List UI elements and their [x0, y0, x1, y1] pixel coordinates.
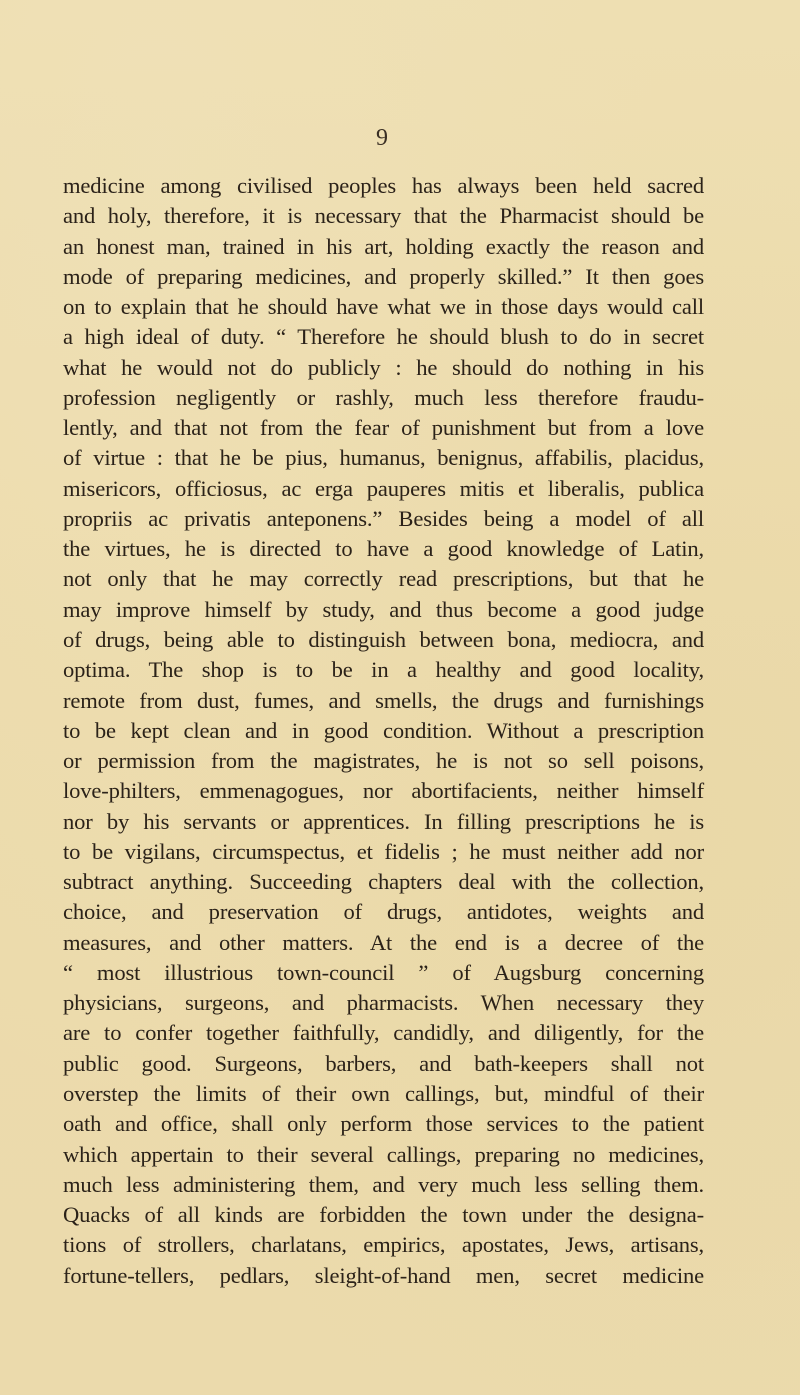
text-line: propriis ac privatis anteponens.” Besides being a model of all	[63, 505, 704, 531]
text-line: much less administering them, and very much less selling them.	[63, 1171, 704, 1197]
text-line: overstep the limits of their own callings, but, mindful of their	[63, 1080, 704, 1106]
text-line: not only that he may correctly read prescriptions, but that he	[63, 566, 704, 592]
text-line: optima. The shop is to be in a healthy and good locality,	[63, 657, 704, 683]
text-line: lently, and that not from the fear of punishment but from a love	[63, 415, 704, 441]
text-line: the virtues, he is directed to have a good knowledge of Latin,	[63, 536, 704, 562]
text-line: physicians, surgeons, and pharmacists. When necessary they	[63, 990, 704, 1016]
text-line: measures, and other matters. At the end is a decree of the	[63, 929, 704, 955]
page-number: 9	[376, 125, 388, 151]
text-line: a high ideal of duty. “ Therefore he should blush to do in secret	[63, 324, 704, 350]
body-paragraph	[63, 171, 704, 1291]
text-line: public good. Surgeons, barbers, and bath-keepers shall not	[63, 1050, 704, 1076]
text-line: nor by his servants or apprentices. In filling prescriptions he is	[63, 808, 704, 834]
text-line: Quacks of all kinds are forbidden the town under the designa-	[63, 1202, 704, 1228]
text-line: love-philters, emmenagogues, nor abortifacients, neither himself	[63, 778, 704, 804]
text-line: of virtue : that he be pius, humanus, benignus, affabilis, placidus,	[63, 445, 704, 471]
text-line: “ most illustrious town-council ” of Augsburg concerning	[63, 959, 704, 985]
text-line: subtract anything. Succeeding chapters deal with the collection,	[63, 869, 704, 895]
text-line: misericors, officiosus, ac erga pauperes mitis et liberalis, publica	[63, 475, 704, 501]
text-line: mode of preparing medicines, and properly skilled.” It then goes	[63, 263, 704, 289]
text-line: medicine among civilised peoples has always been held sacred	[63, 173, 704, 198]
text-line: may improve himself by study, and thus become a good judge	[63, 596, 704, 622]
text-line: tions of strollers, charlatans, empirics, apostates, Jews, artisans,	[63, 1232, 704, 1258]
text-line: fortune-tellers, pedlars, sleight-of-hand men, secret medicine	[63, 1262, 704, 1288]
text-line: an honest man, trained in his art, holding exactly the reason and	[63, 233, 704, 259]
text-line: to be kept clean and in good condition. Without a prescription	[63, 717, 704, 743]
text-line: of drugs, being able to distinguish between bona, mediocra, and	[63, 626, 704, 652]
text-line: which appertain to their several callings, preparing no medicines,	[63, 1141, 704, 1167]
text-line: are to confer together faithfully, candidly, and diligently, for the	[63, 1020, 704, 1046]
text-line: profession negligently or rashly, much less therefore fraudu-	[63, 384, 704, 410]
text-line: or permission from the magistrates, he is not so sell poisons,	[63, 748, 704, 774]
text-line: what he would not do publicly : he should do nothing in his	[63, 354, 704, 380]
text-line: to be vigilans, circumspectus, et fidelis ; he must neither add nor	[63, 838, 704, 864]
text-line: remote from dust, fumes, and smells, the drugs and furnishings	[63, 687, 704, 713]
text-line: choice, and preservation of drugs, antidotes, weights and	[63, 899, 704, 925]
text-line: oath and office, shall only perform those services to the patient	[63, 1111, 704, 1137]
text-line: and holy, therefore, it is necessary that the Pharmacist should be	[63, 203, 704, 229]
text-line: on to explain that he should have what we in those days would call	[63, 294, 704, 320]
